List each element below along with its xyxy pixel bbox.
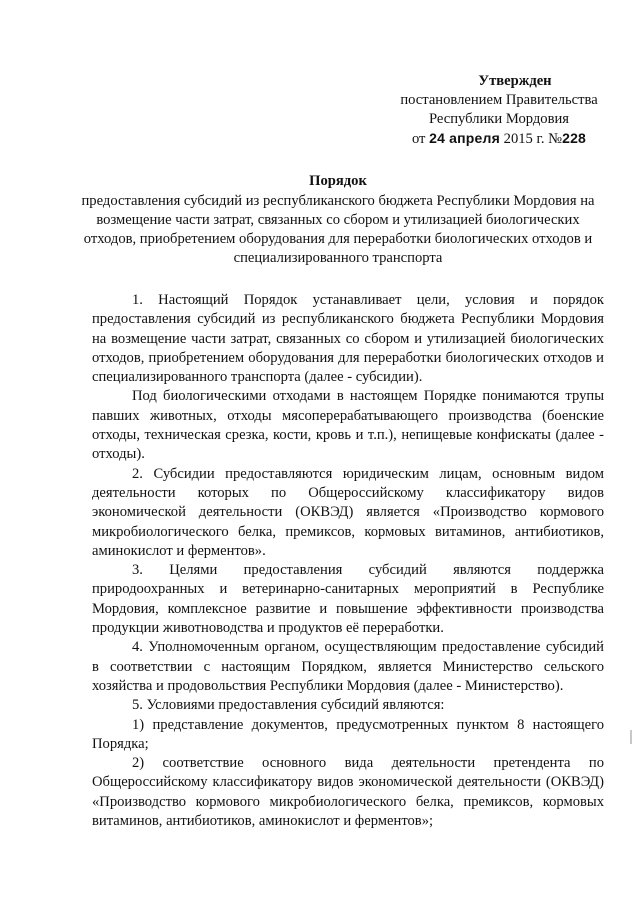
scan-margin-mark — [630, 730, 632, 744]
document-body — [92, 291, 604, 831]
approval-line-1: постановлением Правительства — [400, 92, 598, 108]
paragraph: 5. Условиями предоставления субсидий являются: — [132, 697, 445, 714]
approval-block — [384, 72, 614, 149]
number-prefix: № — [548, 131, 563, 147]
handwritten-number: 228 — [562, 130, 587, 146]
handwritten-date: 24 апреля — [429, 130, 500, 146]
year: 2015 г. — [503, 131, 545, 147]
approval-line-2: Республики Мордовия — [428, 111, 569, 127]
paragraph: 2. Субсидии предоставляются юридическим лицам, основным видом деятельности которых по Общероссийскому классификатору видов экономической деятельности (ОКВЭД) является «Производство кормового микробиологического белка, премиксов, кормовых витаминов, антибиотиков, аминокислот и ферментов». — [92, 465, 604, 559]
date-prefix: от — [411, 131, 426, 147]
paragraph: Под биологическими отходами в настоящем Порядке понимаются трупы павших животных, отходы мясоперерабатывающего производства (боенские отходы, техническая срезка, кости, кровь и т.п.), непищевые конфискаты (далее - отходы). — [92, 388, 604, 463]
document-title: Порядок — [309, 173, 367, 189]
paragraph: 3. Целями предоставления субсидий являются поддержка природоохранных и ветеринарно-санитарных мероприятий в Республике Мордовия, комплексное развитие и повышение эффективности производства продукции животноводства и продуктов её переработки. — [92, 562, 604, 637]
paragraph: 1. Настоящий Порядок устанавливает цели, условия и порядок предоставления субсидий из республиканского бюджета Республики Мордовия на возмещение части затрат, связанных со сбором и утилизацией биологических отходов, приобретением оборудования для переработки биологических отходов и специализированного транспорта (далее - субсидии). — [92, 292, 604, 386]
document-heading — [80, 172, 596, 268]
paragraph: 2) соответствие основного вида деятельности претендента по Общероссийскому классификатору видов экономической деятельности (ОКВЭД) «Производство кормового микробиологического белка, премиксов, кормовых витаминов, антибиотиков, аминокислот и ферментов»; — [92, 755, 604, 830]
approval-date-line — [384, 129, 614, 149]
paragraph: 1) представление документов, предусмотренных пунктом 8 настоящего Порядка; — [92, 716, 604, 752]
document-subtitle: предоставления субсидий из республиканского бюджета Республики Мордовия на возмещение части затрат, связанных со сбором и утилизацией биологических отходов, приобретением оборудования для переработки биологических отходов и специализированного транспорта — [81, 193, 595, 266]
paragraph: 4. Уполномоченным органом, осуществляющим предоставление субсидий в соответствии с настоящим Порядком, является Министерство сельского хозяйства и продовольствия Республики Мордовия (далее - Министерство). — [92, 639, 604, 694]
approval-title: Утвержден — [478, 73, 552, 89]
